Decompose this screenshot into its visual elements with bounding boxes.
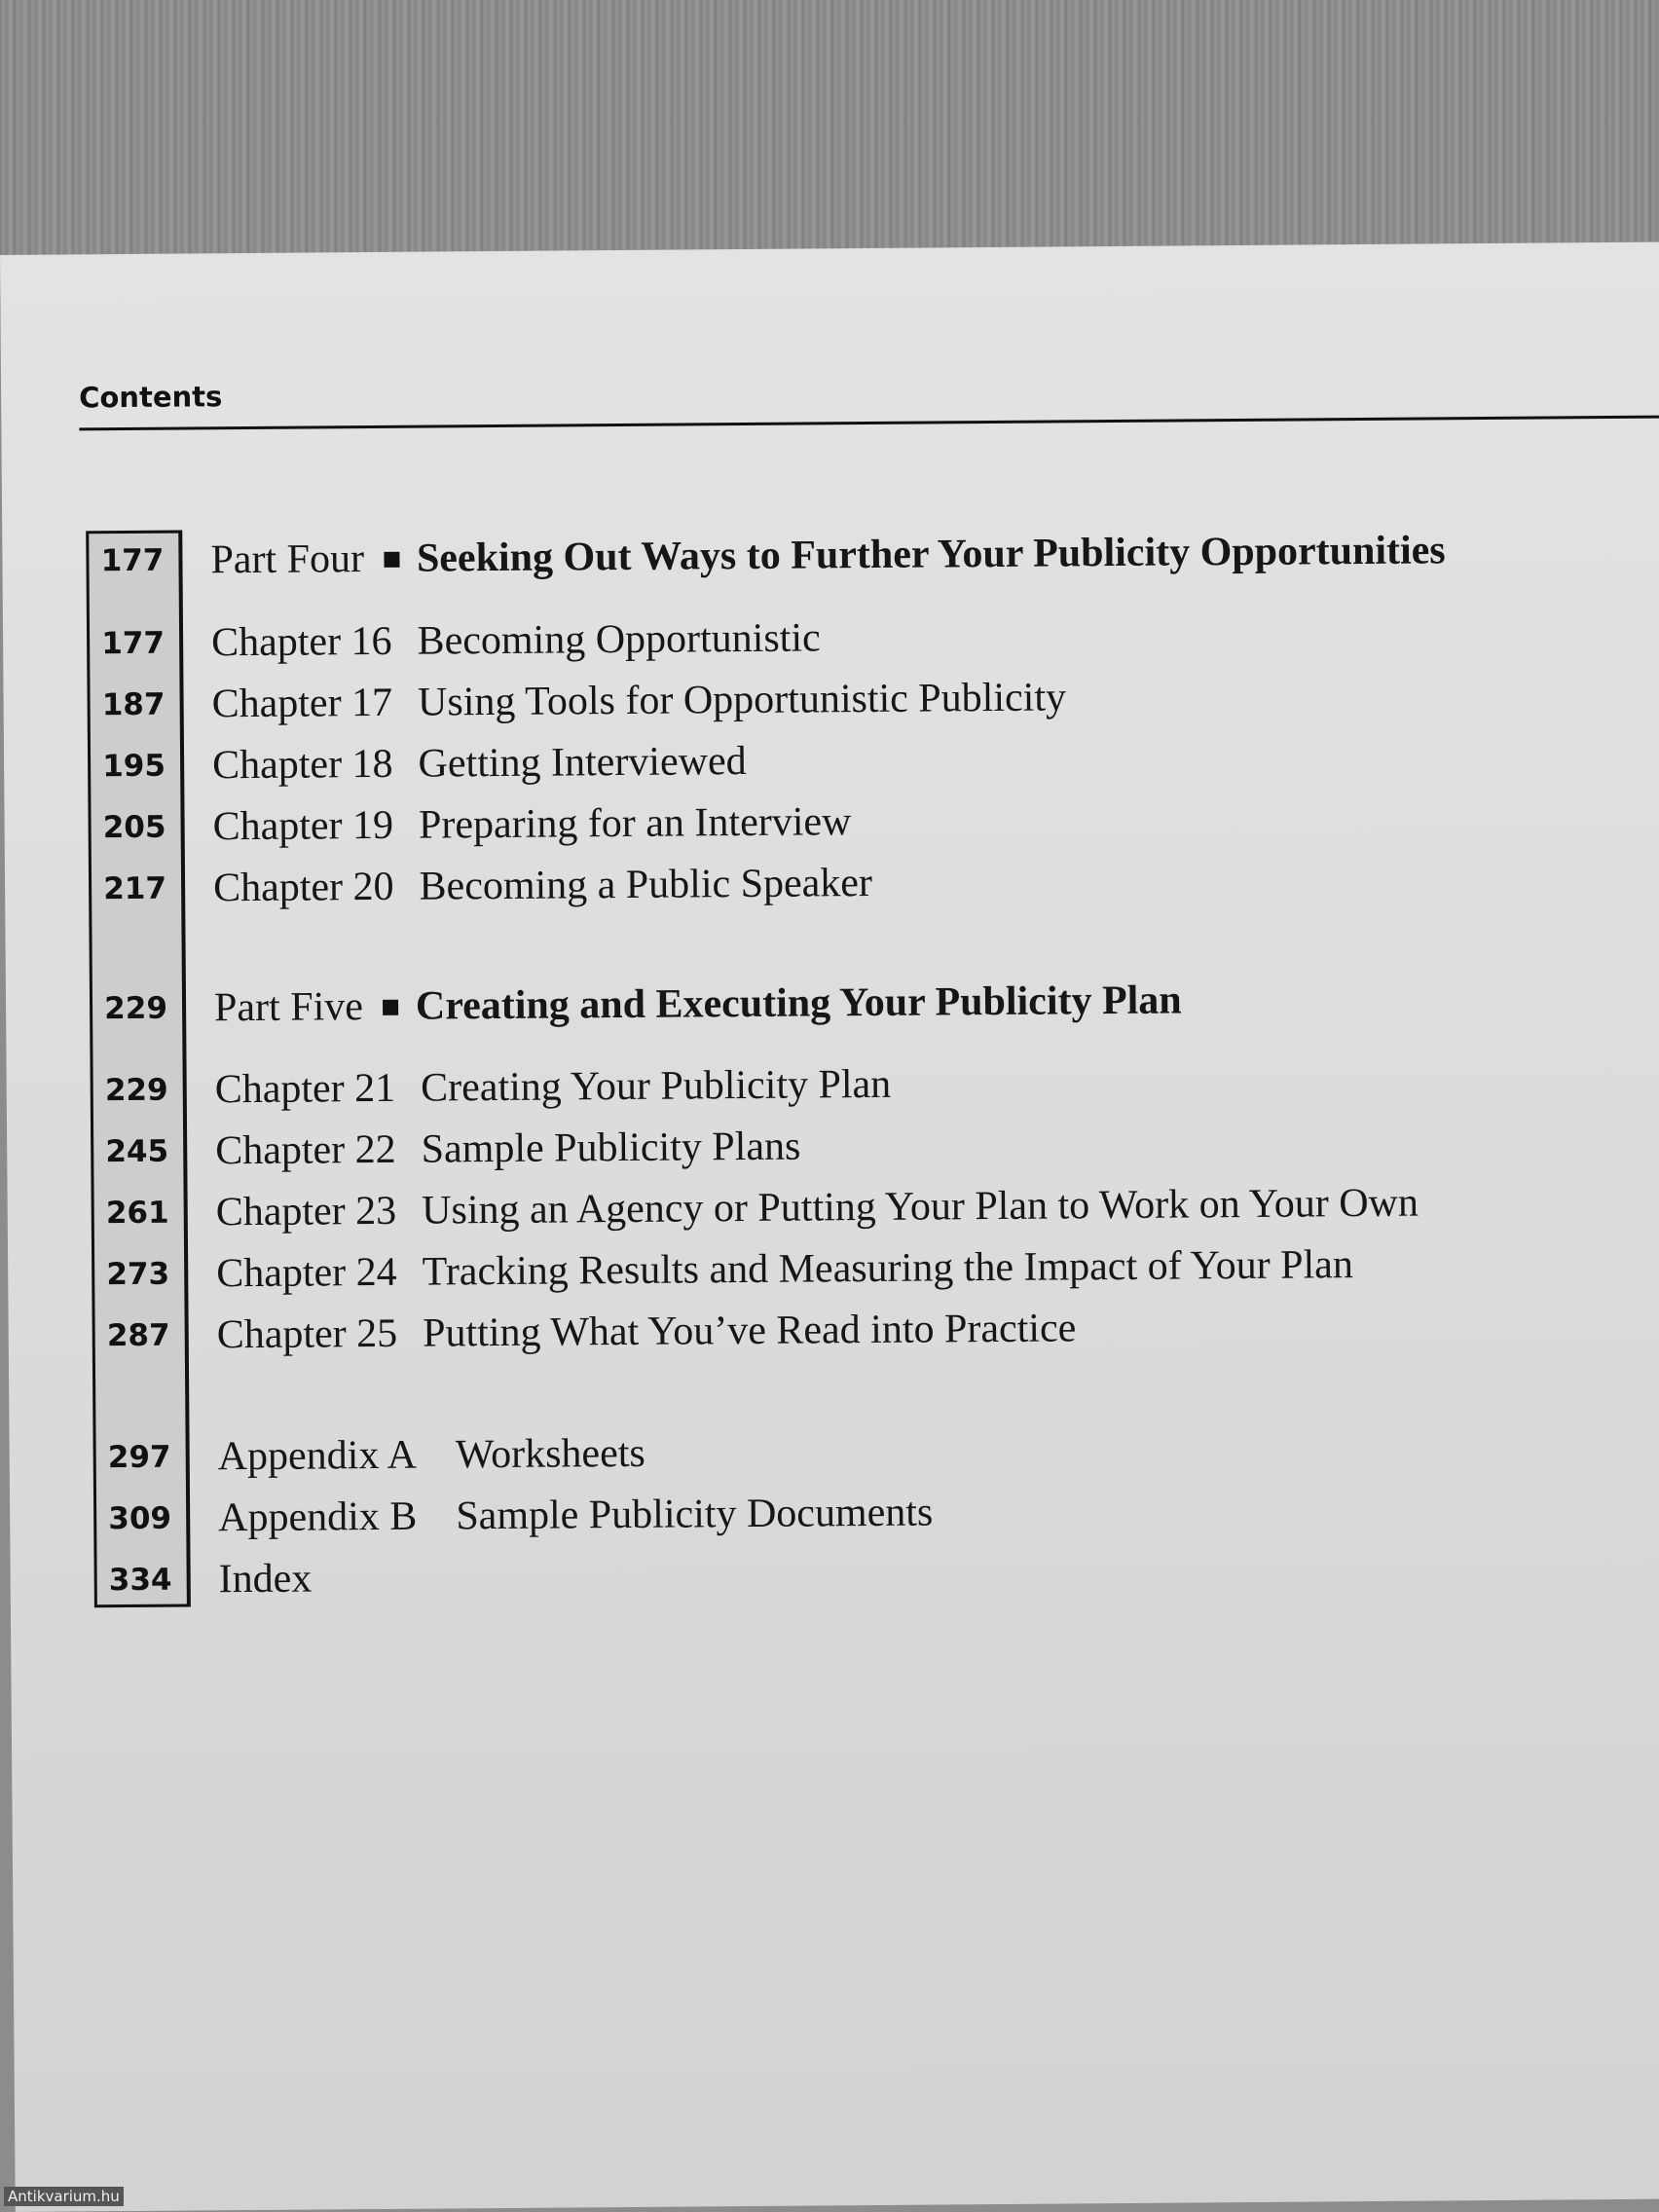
appendix-title: Worksheets [455, 1430, 645, 1478]
part-label: Part Four [210, 536, 365, 583]
chapter-label: Chapter 24 [216, 1249, 397, 1297]
appendix-label: Appendix B [218, 1493, 418, 1541]
page-number: 229 [104, 1072, 168, 1109]
watermark: Antikvarium.hu [4, 2187, 124, 2206]
part-title: Creating and Executing Your Publicity Plan [415, 977, 1182, 1029]
chapter-text [216, 1299, 1076, 1364]
index-text [218, 1550, 312, 1609]
page-number: 287 [106, 1317, 170, 1354]
chapter-label: Chapter 17 [211, 680, 393, 727]
square-bullet-icon [384, 552, 399, 568]
chapter-title: Using an Agency or Putting Your Plan to Work on Your Own [421, 1180, 1419, 1234]
page-number: 229 [104, 990, 168, 1027]
chapter-text [211, 608, 821, 672]
page-number: 245 [105, 1133, 169, 1170]
page-number: 187 [101, 686, 166, 723]
header-rule [79, 415, 1659, 430]
chapter-label: Chapter 18 [211, 741, 393, 789]
part-text [210, 521, 1446, 589]
chapter-label: Chapter 20 [212, 864, 394, 911]
chapter-text [212, 793, 851, 856]
page-number: 205 [102, 809, 166, 846]
chapter-title: Tracking Results and Measuring the Impact of Your Plan [422, 1242, 1354, 1295]
page-number: 177 [101, 625, 166, 662]
chapter-label: Chapter 25 [216, 1310, 398, 1358]
chapter-label: Chapter 19 [212, 802, 394, 850]
chapter-text [216, 1235, 1353, 1303]
appendix-text [217, 1424, 645, 1486]
chapter-text [215, 1055, 892, 1119]
square-bullet-icon [383, 1000, 398, 1015]
part-label: Part Five [213, 984, 364, 1031]
page-number: 297 [107, 1439, 171, 1476]
page-number: 177 [100, 542, 165, 579]
appendix-text [218, 1484, 934, 1548]
chapter-text [215, 1174, 1419, 1242]
chapter-title: Creating Your Publicity Plan [421, 1061, 892, 1111]
chapter-label: Chapter 22 [215, 1126, 396, 1174]
chapter-text [211, 668, 1066, 733]
page-number: 309 [108, 1500, 172, 1537]
chapter-title: Putting What You’ve Read into Practice [422, 1306, 1077, 1356]
appendix-title: Sample Publicity Documents [456, 1490, 934, 1539]
index-label: Index [218, 1556, 313, 1603]
chapter-title: Becoming a Public Speaker [419, 860, 873, 909]
chapter-text [212, 732, 747, 794]
chapter-text [213, 854, 872, 917]
chapter-title: Getting Interviewed [418, 738, 747, 787]
page-number: 334 [108, 1562, 172, 1599]
book-page [0, 242, 1659, 2212]
chapter-label: Chapter 21 [214, 1065, 396, 1113]
chapter-title: Sample Publicity Plans [421, 1124, 801, 1172]
page-number: 273 [106, 1256, 170, 1293]
appendix-label: Appendix A [217, 1432, 418, 1480]
chapter-title: Becoming Opportunistic [417, 615, 821, 664]
page-number: 217 [103, 870, 167, 907]
chapter-title: Preparing for an Interview [418, 799, 852, 848]
chapter-label: Chapter 16 [210, 618, 392, 666]
chapter-title: Using Tools for Opportunistic Publicity [417, 675, 1067, 725]
part-title: Seeking Out Ways to Further Your Publicity Opportunities [416, 528, 1446, 581]
chapter-label: Chapter 23 [215, 1188, 397, 1235]
chapter-text [215, 1118, 801, 1181]
part-text [214, 971, 1182, 1037]
running-header: Contents [79, 380, 223, 415]
page-number: 195 [102, 748, 166, 785]
page-number: 261 [105, 1195, 169, 1232]
